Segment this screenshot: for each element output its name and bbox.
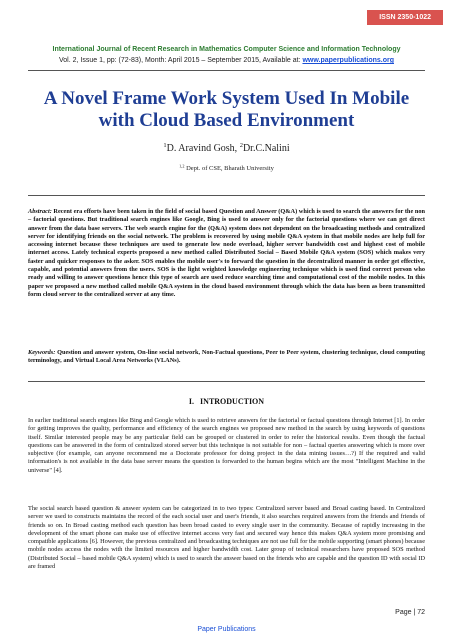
page-number: Page | 72	[395, 609, 425, 616]
footer-publisher: Paper Publications	[197, 626, 256, 633]
intro-paragraph-2: The social search based question & answer system can be categorized in to two types: Centralized server based and Broad casting based. In Centralized server we used to constructs maintains the record of the each social user and user's friends, it also searches required answers from the friends and friends of friends so on. In Broad casting method each question has been broad casted to every single user in the community. Because of rapidly increasing in the development of the smart phone can make use of effective internet access very fast and secured way hence this makes Q&A system more promising and compatible applications [6]. However, the previous centralized and broadcasting techniques are not use full for the mobile supporting (smart phones) because mobile nodes access the nodes with the limited resources and higher bandwidth cost. Later group of technical researchers have proposed SOS method (Distributed Social – based mobile Q&A system) which is used to search the answer based on the friends who are capable and the question ID with social ID are framed	[28, 505, 425, 571]
author-2: Dr.C.Nalini	[242, 143, 290, 154]
header-divider	[28, 70, 425, 71]
title-line-1: A Novel Frame Work System Used In Mobile	[43, 88, 410, 109]
journal-url-link[interactable]: www.paperpublications.org	[302, 57, 394, 64]
keywords	[28, 349, 425, 366]
journal-header	[28, 44, 425, 66]
affil-sup: 1,2	[179, 163, 185, 169]
volume-text: Vol. 2, Issue 1, pp: (72-83), Month: April 2015 – September 2015, Available at:	[58, 57, 301, 64]
section-heading	[0, 397, 453, 406]
author2-sup: 2	[239, 142, 243, 150]
journal-volume-line	[28, 55, 425, 66]
paper-title	[24, 88, 429, 132]
abstract-divider-bottom	[28, 381, 425, 382]
title-line-2: with Cloud Based Environment	[98, 110, 355, 131]
abstract-divider-top	[28, 195, 425, 196]
section-number: I.	[188, 397, 195, 406]
author-line	[0, 143, 453, 154]
keywords-label: Keywords:	[28, 349, 56, 356]
abstract	[28, 208, 425, 299]
author-1: D. Aravind Gosh,	[166, 143, 238, 154]
section-title: INTRODUCTION	[200, 397, 265, 406]
abstract-text: Recent era efforts have been taken in the field of social based Question and Answer (Q&A) which is used to search the answers for the non – factorial questions. But traditional search engines like Google, Bing is used to answer only for the factorial questions where we can get direct answer from the data base servers. The web search engine for the (Q&A) system does not dependent on the broadcasting methods and centralized server for identifying friends on the social network. The problem is recovered by using mobile Q&A system in that mobile nodes are help full for accessing internet because these techniques are used to generate low node overload, higher server bandwidth cost and highest cost of mobile internet access. Lately technical experts proposed a new method called Distributed Social – Based Mobile Q&A system (SOS) which makes very faster and quicker responses to the asker. SOS enables the mobile user's to forward the question in the decentralized manner in order get effective, capable, and potential answers from the users. SOS is the light weighted knowledge engineering technique which is used find correct person who ready and willing to answer questions hence this type of search are used reduce searching time and computational cost of the mobile nodes. In this paper we proposed a new method called mobile Q&A system in the cloud based environment through which the data has been as been transmitted form cloud server to the centralized server at any time.	[28, 208, 425, 298]
abstract-label: Abstract:	[28, 208, 52, 215]
author1-sup: 1	[163, 142, 167, 150]
issn-badge: ISSN 2350-1022	[367, 10, 443, 25]
intro-paragraph-1: In earlier traditional search engines like Bing and Google which is used to retrieve answers for the factorial or factual questions through Internet [1]. In order for getting improves the quality, performance and efficiency of the search engines we proposed new method in the search by using keywords of questions itself. Similar interested people may be any particular field can be grouped or clustered in order to refer the historical results. Even though the factual questions can be answered in the form of centralized stored server but this technique is not suitable for non – factual queries answering which is more over subjective (for example, can anyone recommend me a Doctorate professor for doing project in the data mining issues…?) If the required and valid information's is not available in the data base server means the question is forwarded to the human begins which are the most "Intelligent Machine in the universe" [4].	[28, 417, 425, 474]
journal-name: International Journal of Recent Research in Mathematics Computer Science and Information Technology	[52, 46, 401, 53]
keywords-text: Question and answer system, On-line social network, Non-Factual questions, Peer to Peer system, clustering technique, cloud computing terminology, and Virtual Local Area Networks (VLANs).	[28, 349, 425, 365]
affiliation	[0, 165, 453, 172]
affiliation-text: Dept. of CSE, Bharath University	[186, 165, 274, 172]
